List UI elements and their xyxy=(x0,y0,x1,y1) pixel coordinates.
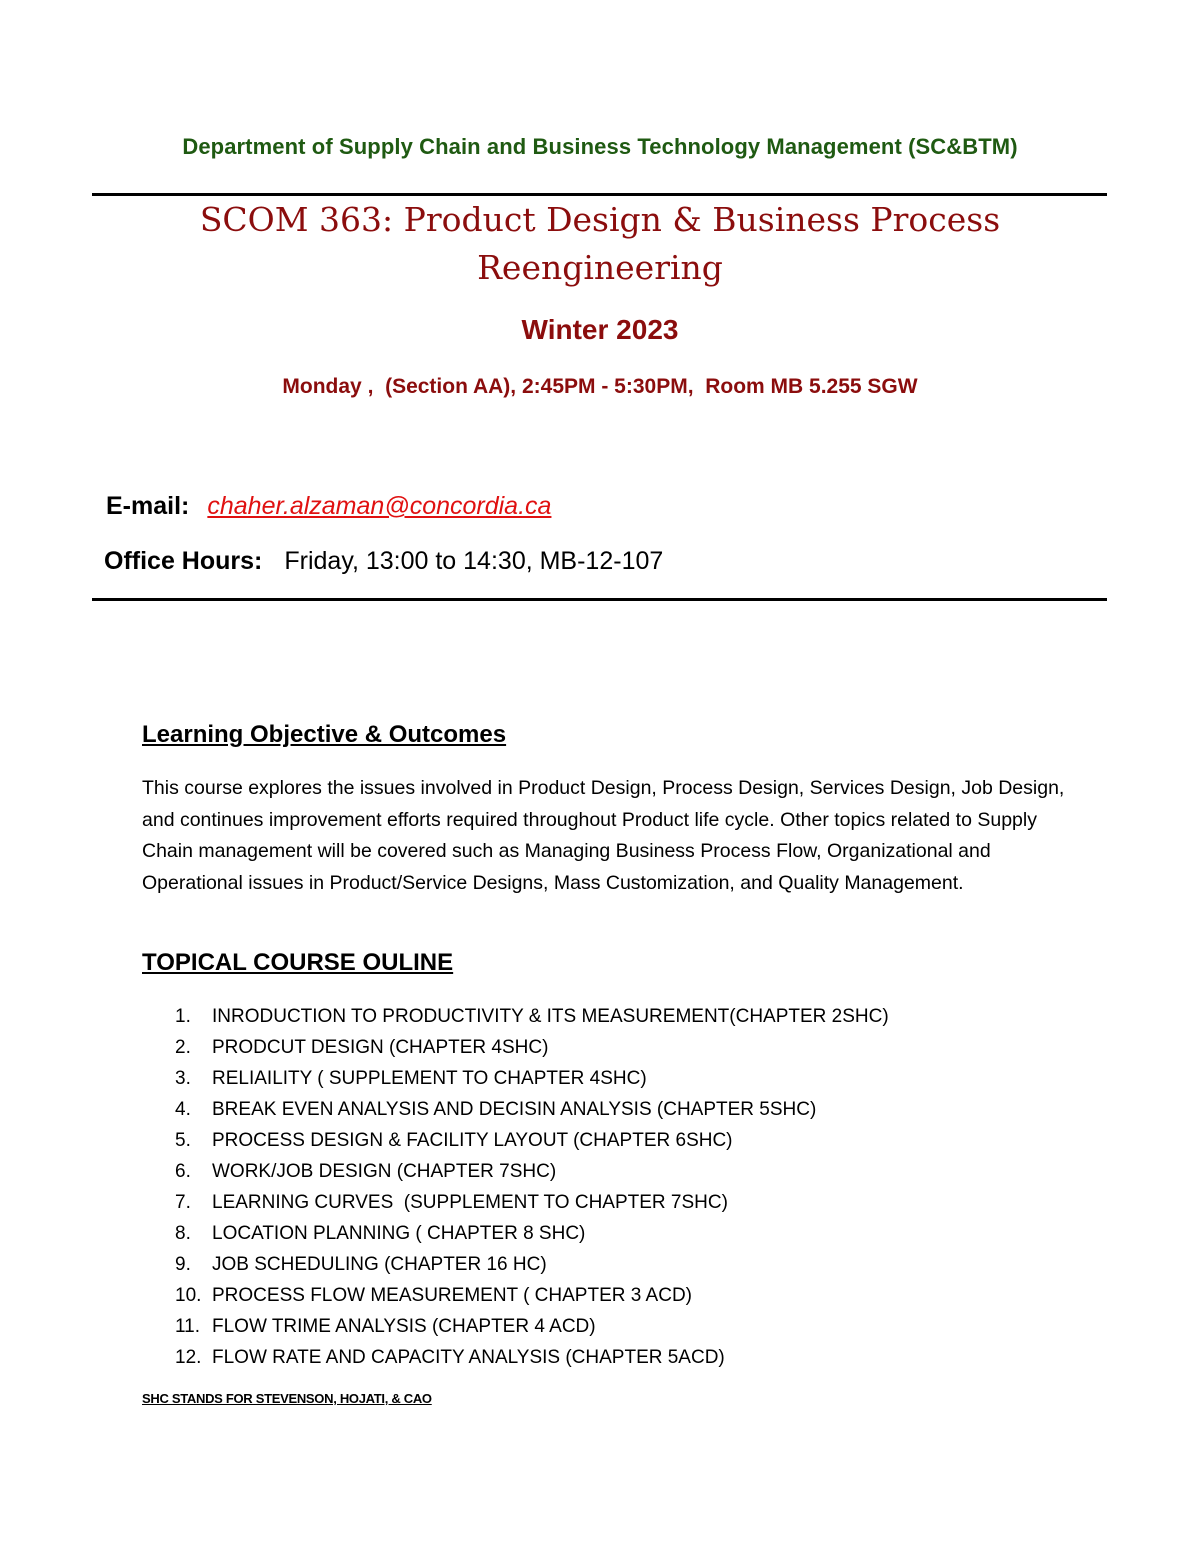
list-item-number: 2. xyxy=(175,1037,191,1058)
list-item xyxy=(175,1094,889,1125)
list-item-text: FLOW RATE AND CAPACITY ANALYSIS (CHAPTER 5ACD) xyxy=(212,1347,725,1368)
list-item-number: 7. xyxy=(175,1192,191,1213)
course-title-line-1: SCOM 363: Product Design & Business Process xyxy=(199,200,1001,239)
list-item-number: 6. xyxy=(175,1161,191,1182)
list-item-number: 3. xyxy=(175,1068,191,1089)
learning-objective-text: This course explores the issues involved in Product Design, Process Design, Services Design, Job Design, and continues improvement efforts required throughout Product life cycle. Other topics related to Supply Chain management will be covered such as Managing Business Process Flow, Organizational and Operational issues in Product/Service Designs, Mass Customization, and Quality Management. xyxy=(142,777,1065,894)
list-item xyxy=(175,1032,889,1063)
list-item xyxy=(175,1311,889,1342)
email-link[interactable]: chaher.alzaman@concordia.ca xyxy=(207,492,552,520)
list-item xyxy=(175,1280,889,1311)
list-item-text: FLOW TRIME ANALYSIS (CHAPTER 4 ACD) xyxy=(212,1316,596,1337)
email-row xyxy=(106,492,551,521)
list-item-text: JOB SCHEDULING (CHAPTER 16 HC) xyxy=(212,1254,547,1275)
list-item xyxy=(175,1063,889,1094)
list-item-text: PRODCUT DESIGN (CHAPTER 4SHC) xyxy=(212,1037,549,1058)
list-item-text: RELIAILITY ( SUPPLEMENT TO CHAPTER 4SHC) xyxy=(212,1068,647,1089)
list-item-text: BREAK EVEN ANALYSIS AND DECISIN ANALYSIS (CHAPTER 5SHC) xyxy=(212,1099,817,1120)
list-item xyxy=(175,1249,889,1280)
list-item xyxy=(175,1187,889,1218)
list-item-text: INRODUCTION TO PRODUCTIVITY & ITS MEASUREMENT(CHAPTER 2SHC) xyxy=(212,1006,889,1027)
list-item-number: 5. xyxy=(175,1130,191,1151)
course-title xyxy=(0,196,1200,292)
class-schedule: Monday , (Section AA), 2:45PM - 5:30PM, Room MB 5.255 SGW xyxy=(282,375,918,398)
email-label: E-mail: xyxy=(106,492,190,520)
list-item-number: 1. xyxy=(175,1006,191,1027)
textbook-footnote: SHC STANDS FOR STEVENSON, HOJATI, & CAO xyxy=(142,1391,432,1406)
list-item-number: 4. xyxy=(175,1099,191,1120)
list-item-text: PROCESS DESIGN & FACILITY LAYOUT (CHAPTER 6SHC) xyxy=(212,1130,733,1151)
office-hours-label-bold: Office xyxy=(104,547,175,575)
department-name: Department of Supply Chain and Business Technology Management (SC&BTM) xyxy=(182,134,1018,159)
list-item-number: 8. xyxy=(175,1223,191,1244)
list-item xyxy=(175,1156,889,1187)
office-hours-label-rest: Hours: xyxy=(174,547,263,575)
list-item-text: LOCATION PLANNING ( CHAPTER 8 SHC) xyxy=(212,1223,586,1244)
course-outline-heading: TOPICAL COURSE OULINE xyxy=(142,949,454,976)
course-title-line-2: Reengineering xyxy=(477,248,723,287)
list-item xyxy=(175,1001,889,1032)
office-hours-row xyxy=(104,547,663,576)
course-term: Winter 2023 xyxy=(521,314,679,345)
header-bottom-rule xyxy=(92,598,1107,601)
course-outline-list xyxy=(175,1001,889,1373)
list-item-number: 9. xyxy=(175,1254,191,1275)
list-item-number: 10. xyxy=(175,1285,202,1306)
office-hours-label xyxy=(104,547,262,575)
learning-objective-heading: Learning Objective & Outcomes xyxy=(142,721,507,748)
list-item xyxy=(175,1342,889,1373)
list-item xyxy=(175,1218,889,1249)
list-item-text: LEARNING CURVES (SUPPLEMENT TO CHAPTER 7SHC) xyxy=(212,1192,728,1213)
list-item xyxy=(175,1125,889,1156)
list-item-number: 11. xyxy=(175,1316,201,1337)
list-item-text: PROCESS FLOW MEASUREMENT ( CHAPTER 3 ACD) xyxy=(212,1285,692,1306)
list-item-text: WORK/JOB DESIGN (CHAPTER 7SHC) xyxy=(212,1161,557,1182)
office-hours-value: Friday, 13:00 to 14:30, MB-12-107 xyxy=(284,547,664,575)
list-item-number: 12. xyxy=(175,1347,202,1368)
